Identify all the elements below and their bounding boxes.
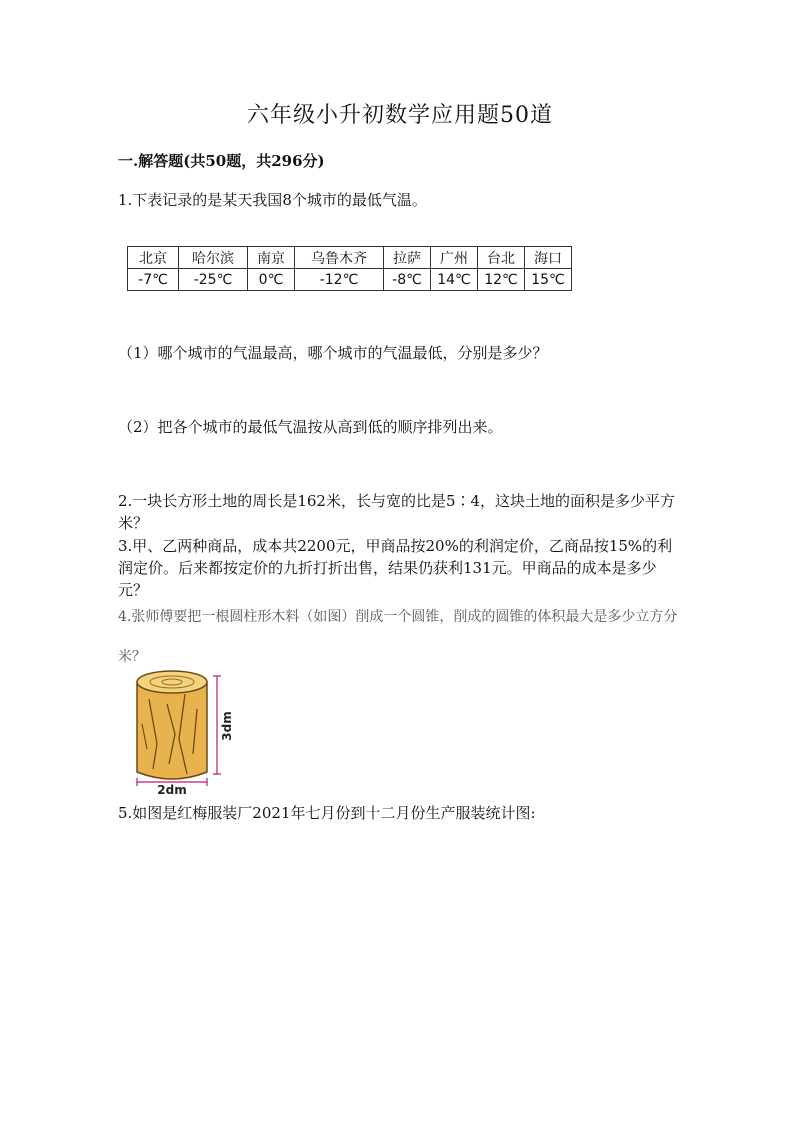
table-row — [128, 247, 572, 269]
table-row — [128, 269, 572, 291]
table-cell: -25℃ — [179, 269, 248, 291]
question-1: 1.下表记录的是某天我国8个城市的最低气温。 — [118, 191, 427, 209]
question-4: 4.张师傅要把一根圆柱形木料（如图）削成一个圆锥，削成的圆锥的体积最大是多少立方分米？ — [118, 609, 678, 665]
table-cell: 海口 — [525, 247, 572, 269]
table-cell: 哈尔滨 — [179, 247, 248, 269]
table-cell: 12℃ — [478, 269, 525, 291]
table-cell: 拉萨 — [384, 247, 431, 269]
wood-log-icon — [127, 664, 247, 794]
table-cell: 乌鲁木齐 — [295, 247, 384, 269]
table-cell: 台北 — [478, 247, 525, 269]
table-cell: 广州 — [431, 247, 478, 269]
table-cell: 14℃ — [431, 269, 478, 291]
question-5: 5.如图是红梅服装厂2021年七月份到十二月份生产服装统计图: — [118, 804, 536, 822]
table-cell: 15℃ — [525, 269, 572, 291]
question-3: 3.甲、乙两种商品，成本共2200元，甲商品按20%的利润定价，乙商品按15%的利润定价。后来都按定价的九折打折出售，结果仍获利131元。甲商品的成本是多少元？ — [118, 537, 673, 599]
table-cell: -8℃ — [384, 269, 431, 291]
page-title: 六年级小升初数学应用题50道 — [247, 103, 553, 128]
table-cell: -12℃ — [295, 269, 384, 291]
table-cell: -7℃ — [128, 269, 179, 291]
table-cell: 0℃ — [248, 269, 295, 291]
section-heading: 一.解答题(共50题，共296分) — [118, 152, 325, 170]
table-cell: 北京 — [128, 247, 179, 269]
question-2: 2.一块长方形土地的周长是162米，长与宽的比是5∶4，这块土地的面积是多少平方米？ — [118, 492, 676, 532]
question-1-part-1: （1）哪个城市的气温最高，哪个城市的气温最低，分别是多少？ — [118, 344, 548, 362]
cylinder-wood-figure — [127, 664, 247, 794]
table-cell: 南京 — [248, 247, 295, 269]
question-1-part-2: （2）把各个城市的最低气温按从高到低的顺序排列出来。 — [118, 418, 503, 436]
height-label: 3dm — [220, 711, 234, 741]
temperature-table — [127, 246, 572, 291]
diameter-label: 2dm — [157, 783, 187, 794]
